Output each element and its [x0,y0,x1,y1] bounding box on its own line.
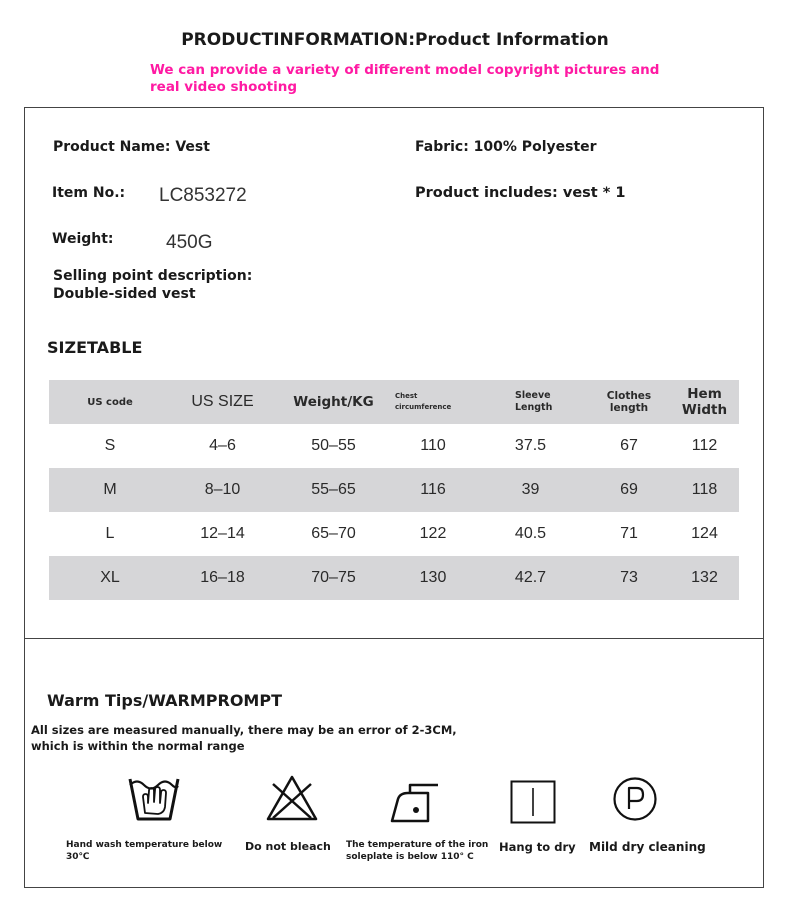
product-name: Product Name: Vest [53,139,210,155]
header-chest: Chest circumference [395,392,452,411]
item-no-value: LC853272 [159,185,247,206]
hand-wash-label: Hand wash temperature below 30℃ [66,840,223,862]
hang-dry-icon [510,780,556,824]
iron-label: The temperature of the iron soleplate is below 110° C [346,840,489,862]
page-title: PRODUCTINFORMATION:Product Information [181,30,609,50]
dry-clean-icon [612,776,658,822]
do-not-bleach-icon [265,774,319,822]
size-table-title: SIZETABLE [47,338,143,357]
frame-divider [24,638,764,639]
header-note: We can provide a variety of different model copyright pictures and real video shooting [150,62,660,95]
hang-dry-label: Hang to dry [499,840,576,854]
iron-icon [388,781,440,825]
table-header-row [49,380,739,424]
hand-wash-icon [128,773,180,823]
weight-label: Weight: [52,231,114,247]
header-clothes: Clothes length [606,390,652,414]
table-row: L 12–14 65–70 122 40.5 71 124 [105,525,718,542]
product-includes: Product includes: vest * 1 [415,185,626,201]
table-row: XL 16–18 70–75 130 42.7 73 132 [49,556,739,600]
selling-point-value: Double-sided vest [53,286,196,302]
tips-title: Warm Tips/WARMPROMPT [47,691,282,710]
header-hem-width: Hem Width [681,386,728,418]
tips-note: All sizes are measured manually, there may be an error of 2-3CM, which is within the normal range [31,723,457,753]
dry-clean-label: Mild dry cleaning [589,840,706,854]
do-not-bleach-label: Do not bleach [245,840,331,853]
table-row: M 8–10 55–65 116 39 69 118 [49,468,739,512]
weight-value: 450G [166,232,213,253]
header-us-code: US code [87,396,133,408]
selling-point-label: Selling point description: [53,268,253,284]
size-table [49,380,739,600]
product-fabric: Fabric: 100% Polyester [415,139,597,155]
header-weight: Weight/KG [293,394,374,410]
table-row: S 4–6 50–55 110 37.5 67 112 [104,437,718,454]
header-sleeve: Sleeve Length [515,390,553,413]
header-us-size: US SIZE [191,393,254,410]
item-no-label: Item No.: [52,185,126,201]
